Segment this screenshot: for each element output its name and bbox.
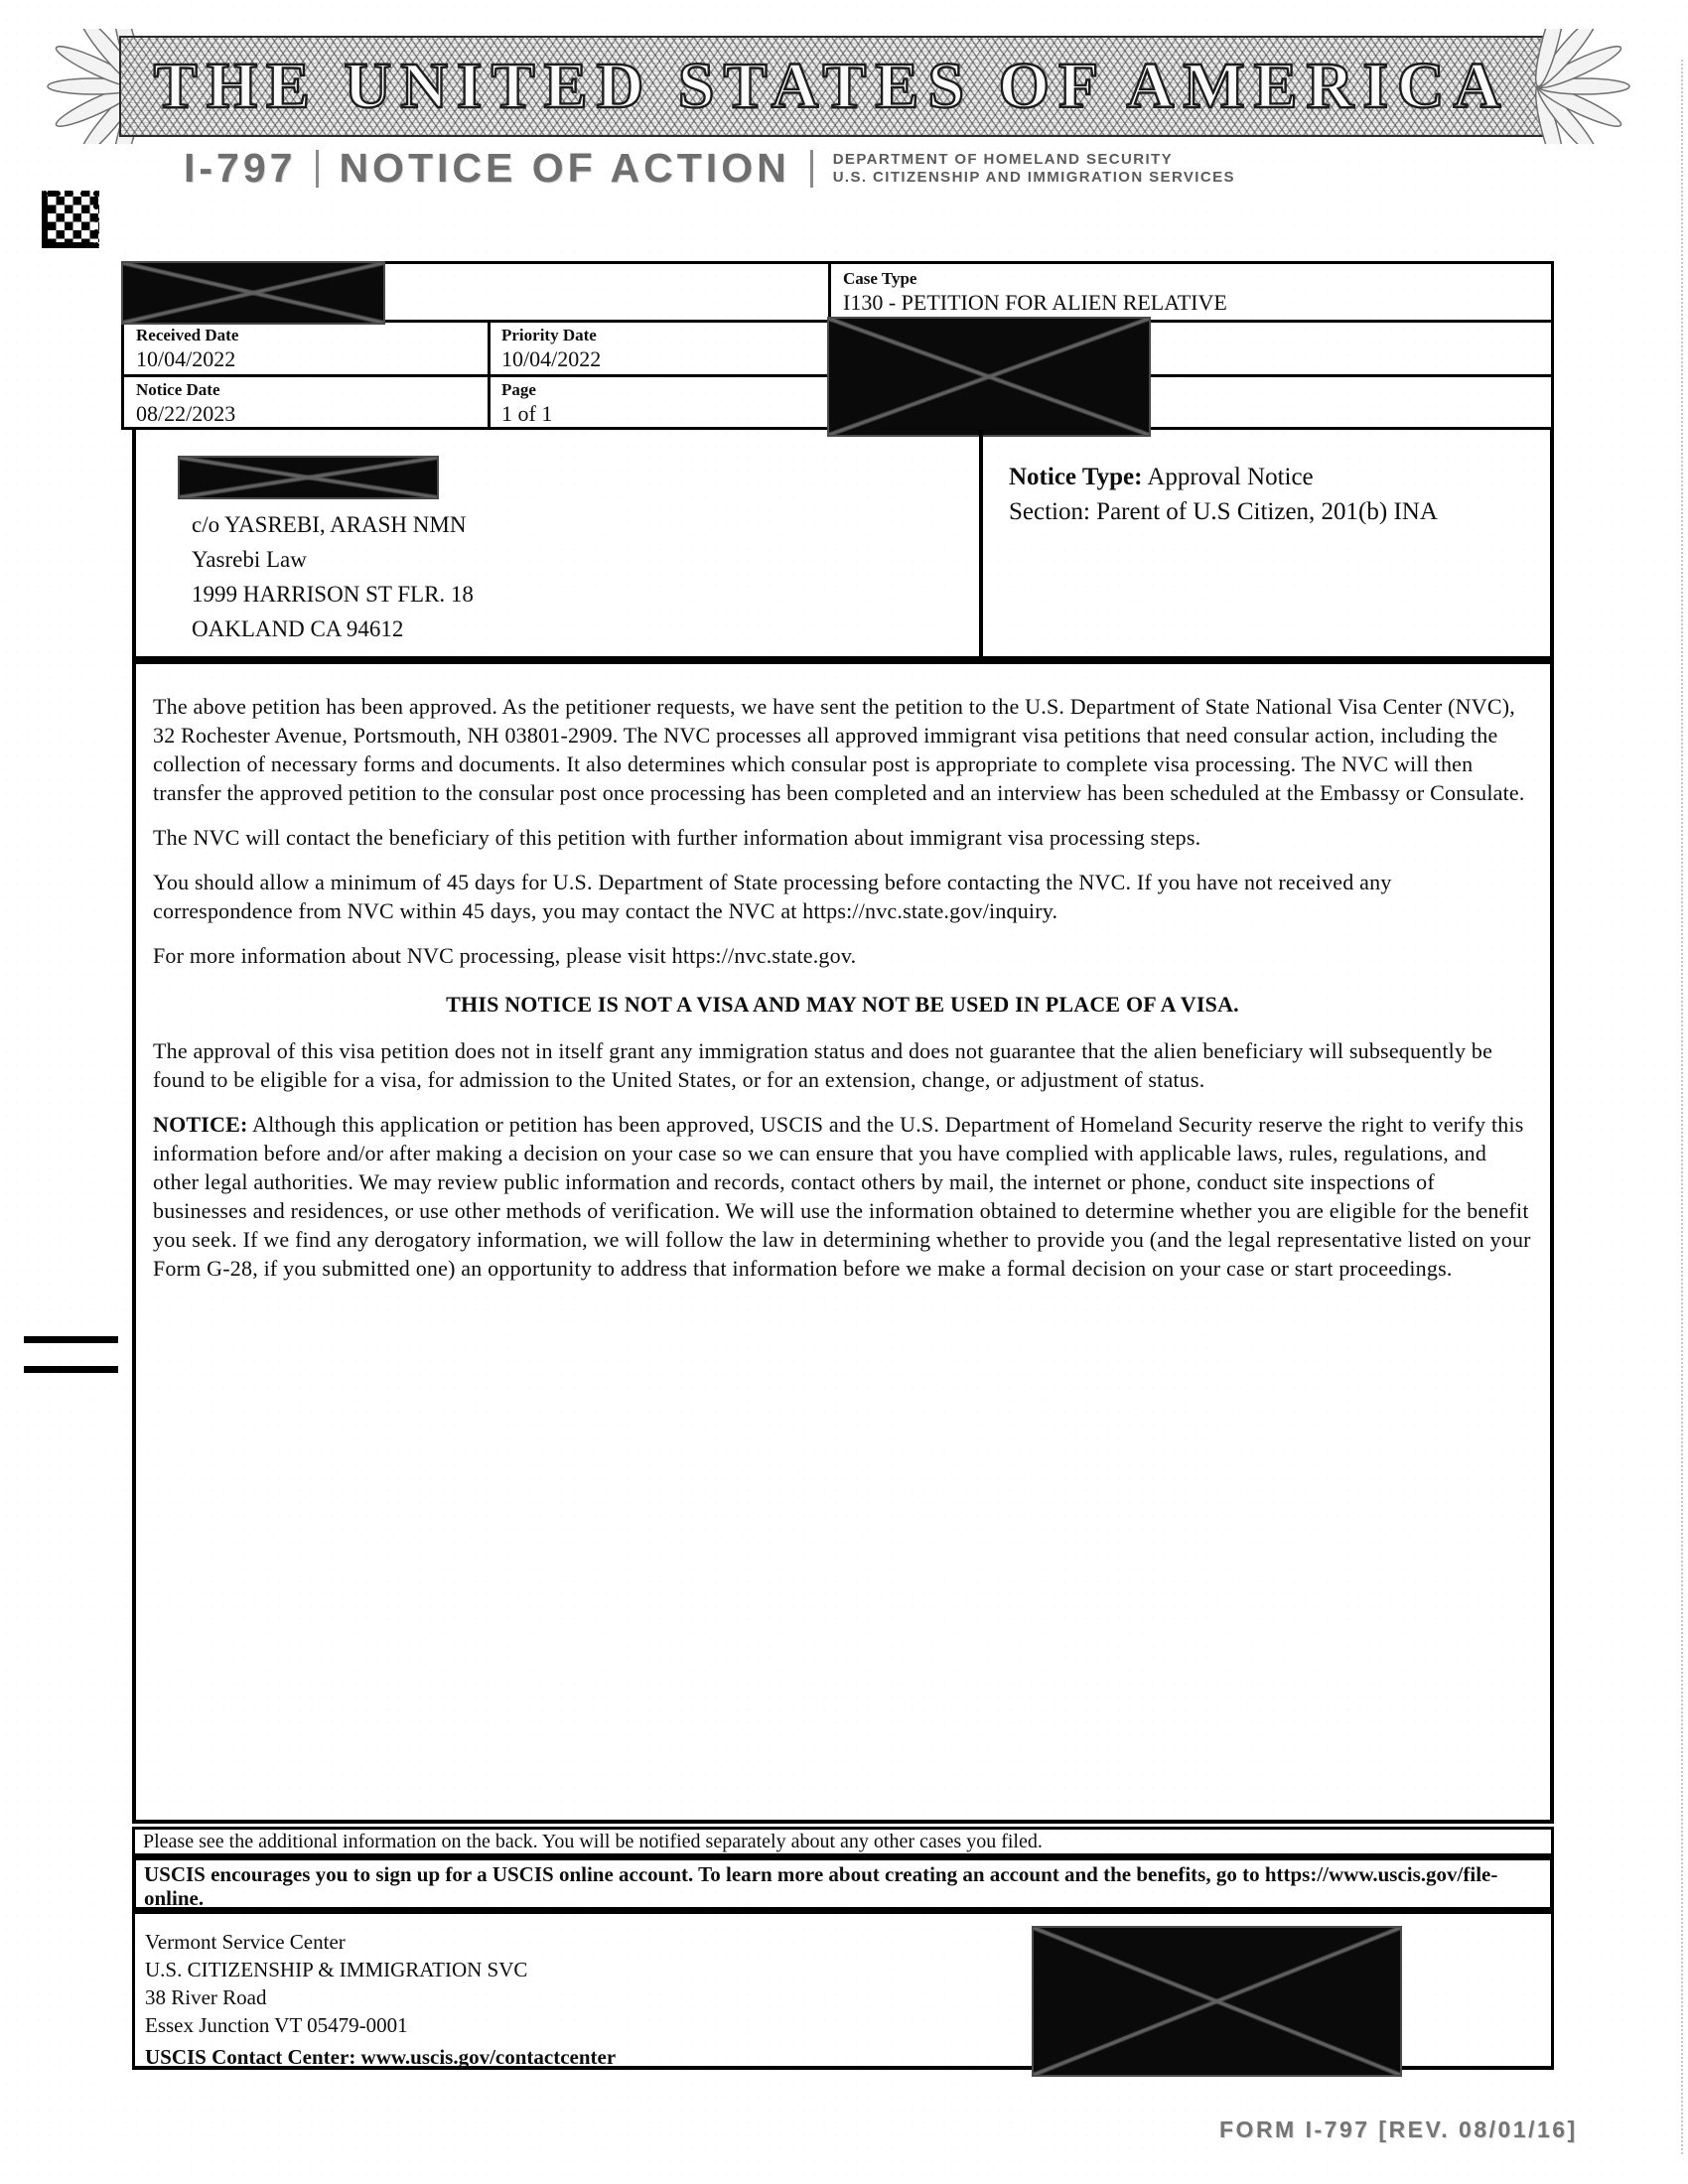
recipient-section [132, 430, 1554, 660]
online-account-row: USCIS encourages you to sign up for a USCIS online account. To learn more about creating an account and the benefits, go to https://www.uscis.gov/file-online. [132, 1856, 1554, 1911]
banner-right-rosette-icon [1528, 29, 1637, 144]
visa-warning: THIS NOTICE IS NOT A VISA AND MAY NOT BE USED IN PLACE OF A VISA. [446, 992, 1239, 1017]
banner-band [119, 36, 1544, 137]
masthead-separator [316, 150, 319, 188]
notice-date-label: Notice Date [136, 380, 220, 399]
received-date-label: Received Date [136, 326, 239, 344]
additional-info-row: Please see the additional information on the back. You will be notified separately about any other cases you filed. [132, 1827, 1554, 1856]
banner [60, 36, 1614, 137]
case-info-table [121, 261, 1554, 430]
uscis-contact-line: USCIS Contact Center: www.uscis.gov/contactcenter [145, 2045, 617, 2069]
notice-text: Although this application or petition has been approved, USCIS and the U.S. Department of Homeland Security reserve the right to verify this information before and/or after making a decision on your case so we can ensure that you have complied with applicable laws, rules, regulations, and other legal authorities. We may review public information and records, contact others by mail, the internet or phone, conduct site inspections of businesses and residences, or use other methods of verification. We will use the information obtained to determine whether you are eligible for the benefit you seek. If we find any derogatory information, we will follow the law in determining whether to provide you (and the legal representative listed on your Form G-28, if you submitted one) an opportunity to address that information before we make a formal decision on your case or start proceedings. [153, 1112, 1531, 1281]
notice-body [132, 660, 1554, 1824]
margin-mark [24, 1336, 118, 1343]
body-paragraph-3: You should allow a minimum of 45 days for U.S. Department of State processing before contacting the NVC. If you have not received any correspondence from NVC within 45 days, you may contact the NVC at https://nvc.state.gov/inquiry. [153, 870, 1392, 923]
service-center-line: Vermont Service Center [145, 1930, 346, 1954]
masthead-separator [810, 150, 813, 188]
form-number: I-797 [184, 145, 297, 191]
address-line: 1999 HARRISON ST FLR. 18 [192, 582, 474, 607]
page-value: 1 of 1 [501, 401, 553, 426]
notice-type-line [1009, 460, 1550, 494]
body-paragraph-5: The approval of this visa petition does not in itself grant any immigration status and does not guarantee that the alien beneficiary will subsequently be found to be eligible for a visa, for admission to the United States, or for an extension, change, or adjustment of status. [153, 1038, 1493, 1092]
address-line: OAKLAND CA 94612 [192, 616, 404, 641]
form-revision-footer: FORM I-797 [REV. 08/01/16] [1219, 2116, 1578, 2142]
agency-line-1: DEPARTMENT OF HOMELAND SECURITY [832, 150, 1173, 168]
priority-date-label: Priority Date [501, 326, 597, 344]
notice-type-label: Notice Type: [1009, 464, 1143, 490]
received-date-value: 10/04/2022 [136, 346, 236, 371]
footer-redaction [1032, 1926, 1402, 2077]
priority-date-value: 10/04/2022 [501, 346, 602, 371]
address-line: Yasrebi Law [192, 547, 307, 572]
beneficiary-redaction [827, 317, 1151, 437]
notice-type-value: Approval Notice [1142, 464, 1314, 490]
service-center-line: 38 River Road [145, 1985, 267, 2009]
scan-edge-artifact [1681, 60, 1683, 2154]
service-center-address [145, 1928, 527, 2039]
body-paragraph-2: The NVC will contact the beneficiary of this petition with further information about immigrant visa processing steps. [153, 825, 1201, 850]
case-type-label: Case Type [843, 269, 917, 288]
service-center-line: Essex Junction VT 05479-0001 [145, 2013, 408, 2037]
receipt-number-redaction [121, 261, 385, 325]
margin-mark [24, 1366, 118, 1373]
banner-title: THE UNITED STATES OF AMERICA [153, 50, 1510, 122]
masthead [184, 145, 1235, 192]
datamatrix-barcode-icon [42, 191, 99, 248]
recipient-address [192, 507, 474, 646]
case-type-value: I130 - PETITION FOR ALIEN RELATIVE [843, 290, 1227, 315]
notice-paragraph [153, 1110, 1532, 1283]
service-center-line: U.S. CITIZENSHIP & IMMIGRATION SVC [145, 1958, 528, 1981]
section-line: Section: Parent of U.S Citizen, 201(b) INA [1009, 498, 1438, 525]
notice-type-cell [979, 430, 1550, 656]
body-paragraph-4: For more information about NVC processing, please visit https://nvc.state.gov. [153, 943, 857, 968]
body-paragraph-1: The above petition has been approved. As the petitioner requests, we have sent the petition to the U.S. Department of State National Visa Center (NVC), 32 Rochester Avenue, Portsmouth, NH 03801-2909. The NVC processes all approved immigrant visa petitions that need consular action, including the collection of necessary forms and documents. It also determines which consular post is appropriate to complete visa processing. The NVC will then transfer the approved petition to the consular post once processing has been completed and an interview has been scheduled at the Embassy or Consulate. [153, 694, 1525, 805]
agency-name [833, 151, 1235, 187]
recipient-name-redaction [178, 456, 439, 499]
notice-date-value: 08/22/2023 [136, 401, 236, 426]
table-gridline [488, 320, 491, 427]
service-center-box [132, 1911, 1554, 2070]
address-line: c/o YASREBI, ARASH NMN [192, 512, 467, 537]
agency-line-2: U.S. CITIZENSHIP AND IMMIGRATION SERVICES [832, 168, 1235, 186]
page-label: Page [501, 380, 536, 399]
notice-label: NOTICE: [153, 1112, 248, 1137]
form-title: NOTICE OF ACTION [339, 145, 790, 191]
